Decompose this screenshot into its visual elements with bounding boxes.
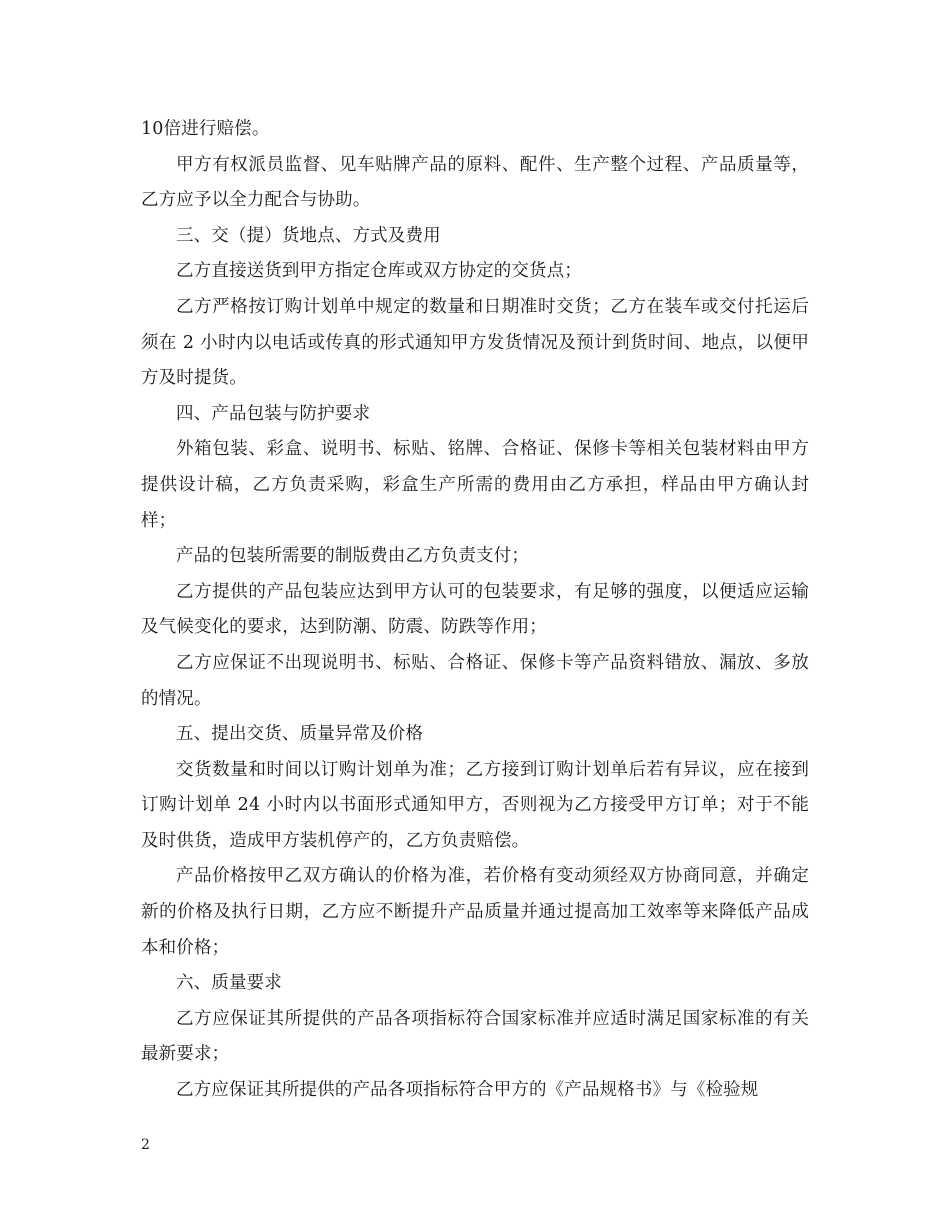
paragraph-16: 乙方应保证其所提供的产品各项指标符合甲方的《产品规格书》与《检验规 [176,1080,759,1101]
paragraph-7: 外箱包装、彩盒、说明书、标贴、铭牌、合格证、保修卡等相关包装材料由甲方提供设计稿，乙方负责采购，彩盒生产所需的费用由乙方承担，样品由甲方确认封样； [141,439,809,531]
paragraph-15: 乙方应保证其所提供的产品各项指标符合国家标准并应适时满足国家标准的有关最新要求； [141,1008,809,1065]
paragraph-9: 乙方提供的产品包装应达到甲方认可的包装要求，有足够的强度，以便适应运输及气候变化的要求，达到防潮、防震、防跌等作用； [141,581,809,638]
paragraph-2: 甲方有权派员监督、见车贴牌产品的原料、配件、生产整个过程、产品质量等，乙方应予以全力配合与协助。 [141,154,809,211]
paragraph-5: 乙方严格按订购计划单中规定的数量和日期准时交货；乙方在装车或交付托运后须在 2 小时内以电话或传真的形式通知甲方发货情况及预计到货时间、地点，以便甲方及时提货。 [141,296,809,389]
paragraph-10: 乙方应保证不出现说明书、标贴、合格证、保修卡等产品资料错放、漏放、多放的情况。 [141,652,809,709]
paragraph-13: 产品价格按甲乙双方确认的价格为准，若价格有变动须经双方协商同意，并确定新的价格及执行日期，乙方应不断提升产品质量并通过提高加工效率等来降低产品成本和价格； [141,866,809,958]
section-heading-5: 五、提出交货、质量异常及价格 [176,724,424,745]
paragraph-12: 交货数量和时间以订购计划单为准；乙方接到订购计划单后若有异议，应在接到订购计划单 24 小时内以书面形式通知甲方，否则视为乙方接受甲方订单；对于不能及时供货，造成甲方装机停产的，乙方负责赔偿。 [141,759,809,851]
section-heading-4: 四、产品包装与防护要求 [176,403,371,424]
paragraph-8: 产品的包装所需要的制版费由乙方负责支付； [176,546,529,567]
paragraph-1: 10倍进行赔偿。 [141,119,270,139]
document-body [141,112,809,1109]
section-heading-6: 六、质量要求 [176,973,282,994]
page-number: 2 [141,1137,150,1153]
paragraph-4: 乙方直接送货到甲方指定仓库或双方协定的交货点； [176,261,582,282]
section-heading-3: 三、交（提）货地点、方式及费用 [176,225,441,246]
